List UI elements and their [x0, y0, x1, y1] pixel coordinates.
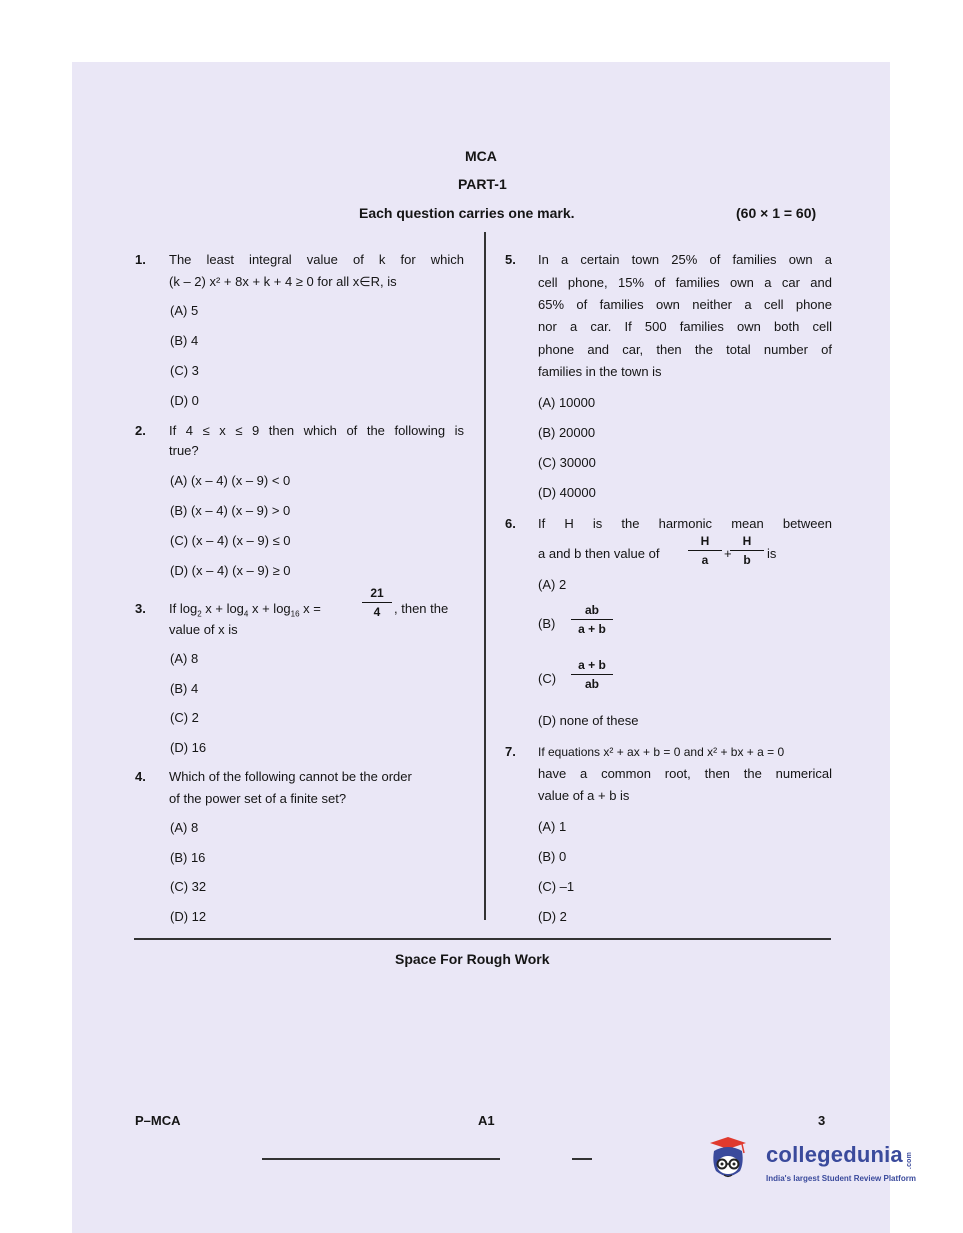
part-title: PART-1 — [458, 176, 507, 192]
exam-sheet — [72, 62, 890, 1233]
option: (B) 16 — [170, 850, 206, 865]
question-text: a and b then value of — [538, 546, 660, 561]
footer-line — [572, 1158, 592, 1160]
question-text: If equations x² + ax + b = 0 and x² + bx + a = 0 — [538, 745, 785, 759]
option: (A) 5 — [170, 303, 199, 318]
page-number: 3 — [818, 1113, 826, 1128]
question-number: 4. — [135, 769, 146, 784]
option: (B) (x – 4) (x – 9) > 0 — [170, 503, 291, 518]
logo-tagline: India's largest Student Review Platform — [766, 1174, 916, 1183]
question-text: If 4 ≤ x ≤ 9 then which of the following is — [169, 423, 464, 438]
logo-wordmark: collegedunia .com — [766, 1142, 913, 1170]
question-text: families in the town is — [538, 364, 662, 379]
question-number: 1. — [135, 252, 146, 267]
question-number: 5. — [505, 252, 516, 267]
option: (D) none of these — [538, 713, 639, 728]
fraction: 21 4 — [362, 586, 392, 619]
option: (D) 40000 — [538, 485, 596, 500]
option: (C) (x – 4) (x – 9) ≤ 0 — [170, 533, 291, 548]
plus-sign: + — [724, 546, 732, 561]
question-text: value of a + b is — [538, 788, 630, 803]
question-text: If $\log_2 x + \log_4 x + \log_{16} x$ = — [169, 601, 321, 619]
fraction: H b — [730, 534, 764, 567]
option-label: (B) — [538, 616, 556, 631]
option: (C) 3 — [170, 363, 199, 378]
question-text: have a common root, then the numerical — [538, 766, 832, 781]
option: (B) 4 — [170, 681, 199, 696]
option: (D) 0 — [170, 393, 199, 408]
option: (D) 16 — [170, 740, 207, 755]
exam-title: MCA — [465, 148, 497, 164]
option: (C) 32 — [170, 879, 207, 894]
rough-work-label: Space For Rough Work — [395, 951, 550, 967]
instruction: Each question carries one mark. — [359, 205, 575, 221]
option: (A) 1 — [538, 819, 567, 834]
option-label: (C) — [538, 671, 557, 686]
rough-work-divider — [134, 938, 831, 940]
question-text: nor a car. If 500 families own both cell — [538, 319, 832, 334]
marks: (60 × 1 = 60) — [736, 205, 817, 221]
question-number: 7. — [505, 744, 516, 759]
option: (B) 4 — [170, 333, 199, 348]
question-number: 2. — [135, 423, 146, 438]
question-text: of the power set of a finite set? — [169, 791, 347, 806]
footer-booklet: A1 — [478, 1113, 495, 1128]
option: (D) 2 — [538, 909, 567, 924]
fraction: H a — [688, 534, 722, 567]
question-text: phone and car, then the total number of — [538, 342, 832, 357]
footer-code: P–MCA — [135, 1113, 181, 1128]
question-text: 65% of families own neither a cell phone — [538, 297, 832, 312]
option: (D) (x – 4) (x – 9) ≥ 0 — [170, 563, 291, 578]
option: (C) 2 — [170, 710, 199, 725]
footer-line — [262, 1158, 500, 1160]
question-text: Which of the following cannot be the order — [169, 769, 412, 784]
option: (A) 8 — [170, 820, 199, 835]
option: (C) 30000 — [538, 455, 596, 470]
option: (A) 2 — [538, 577, 567, 592]
option: (D) 12 — [170, 909, 207, 924]
option: (B) 20000 — [538, 425, 596, 440]
question-text: In a certain town 25% of families own a — [538, 252, 832, 267]
fraction: a + b ab — [571, 658, 613, 691]
question-text: true? — [169, 443, 199, 458]
question-text: cell phone, 15% of families own a car and — [538, 275, 832, 290]
option: (A) (x – 4) (x – 9) < 0 — [170, 473, 291, 488]
option: (B) 0 — [538, 849, 567, 864]
question-text: If H is the harmonic mean between — [538, 516, 832, 531]
question-number: 3. — [135, 601, 146, 616]
option: (A) 10000 — [538, 395, 596, 410]
question-number: 6. — [505, 516, 516, 531]
question-text: is — [767, 546, 777, 561]
fraction: ab a + b — [571, 603, 613, 636]
question-text: The least integral value of k for which — [169, 252, 464, 267]
option: (A) 8 — [170, 651, 199, 666]
question-text: , then the — [394, 601, 449, 616]
question-text: value of x is — [169, 622, 238, 637]
option: (C) –1 — [538, 879, 575, 894]
column-divider — [484, 232, 486, 920]
question-text: (k – 2) x² + 8x + k + 4 ≥ 0 for all x∈R, is — [169, 274, 397, 289]
